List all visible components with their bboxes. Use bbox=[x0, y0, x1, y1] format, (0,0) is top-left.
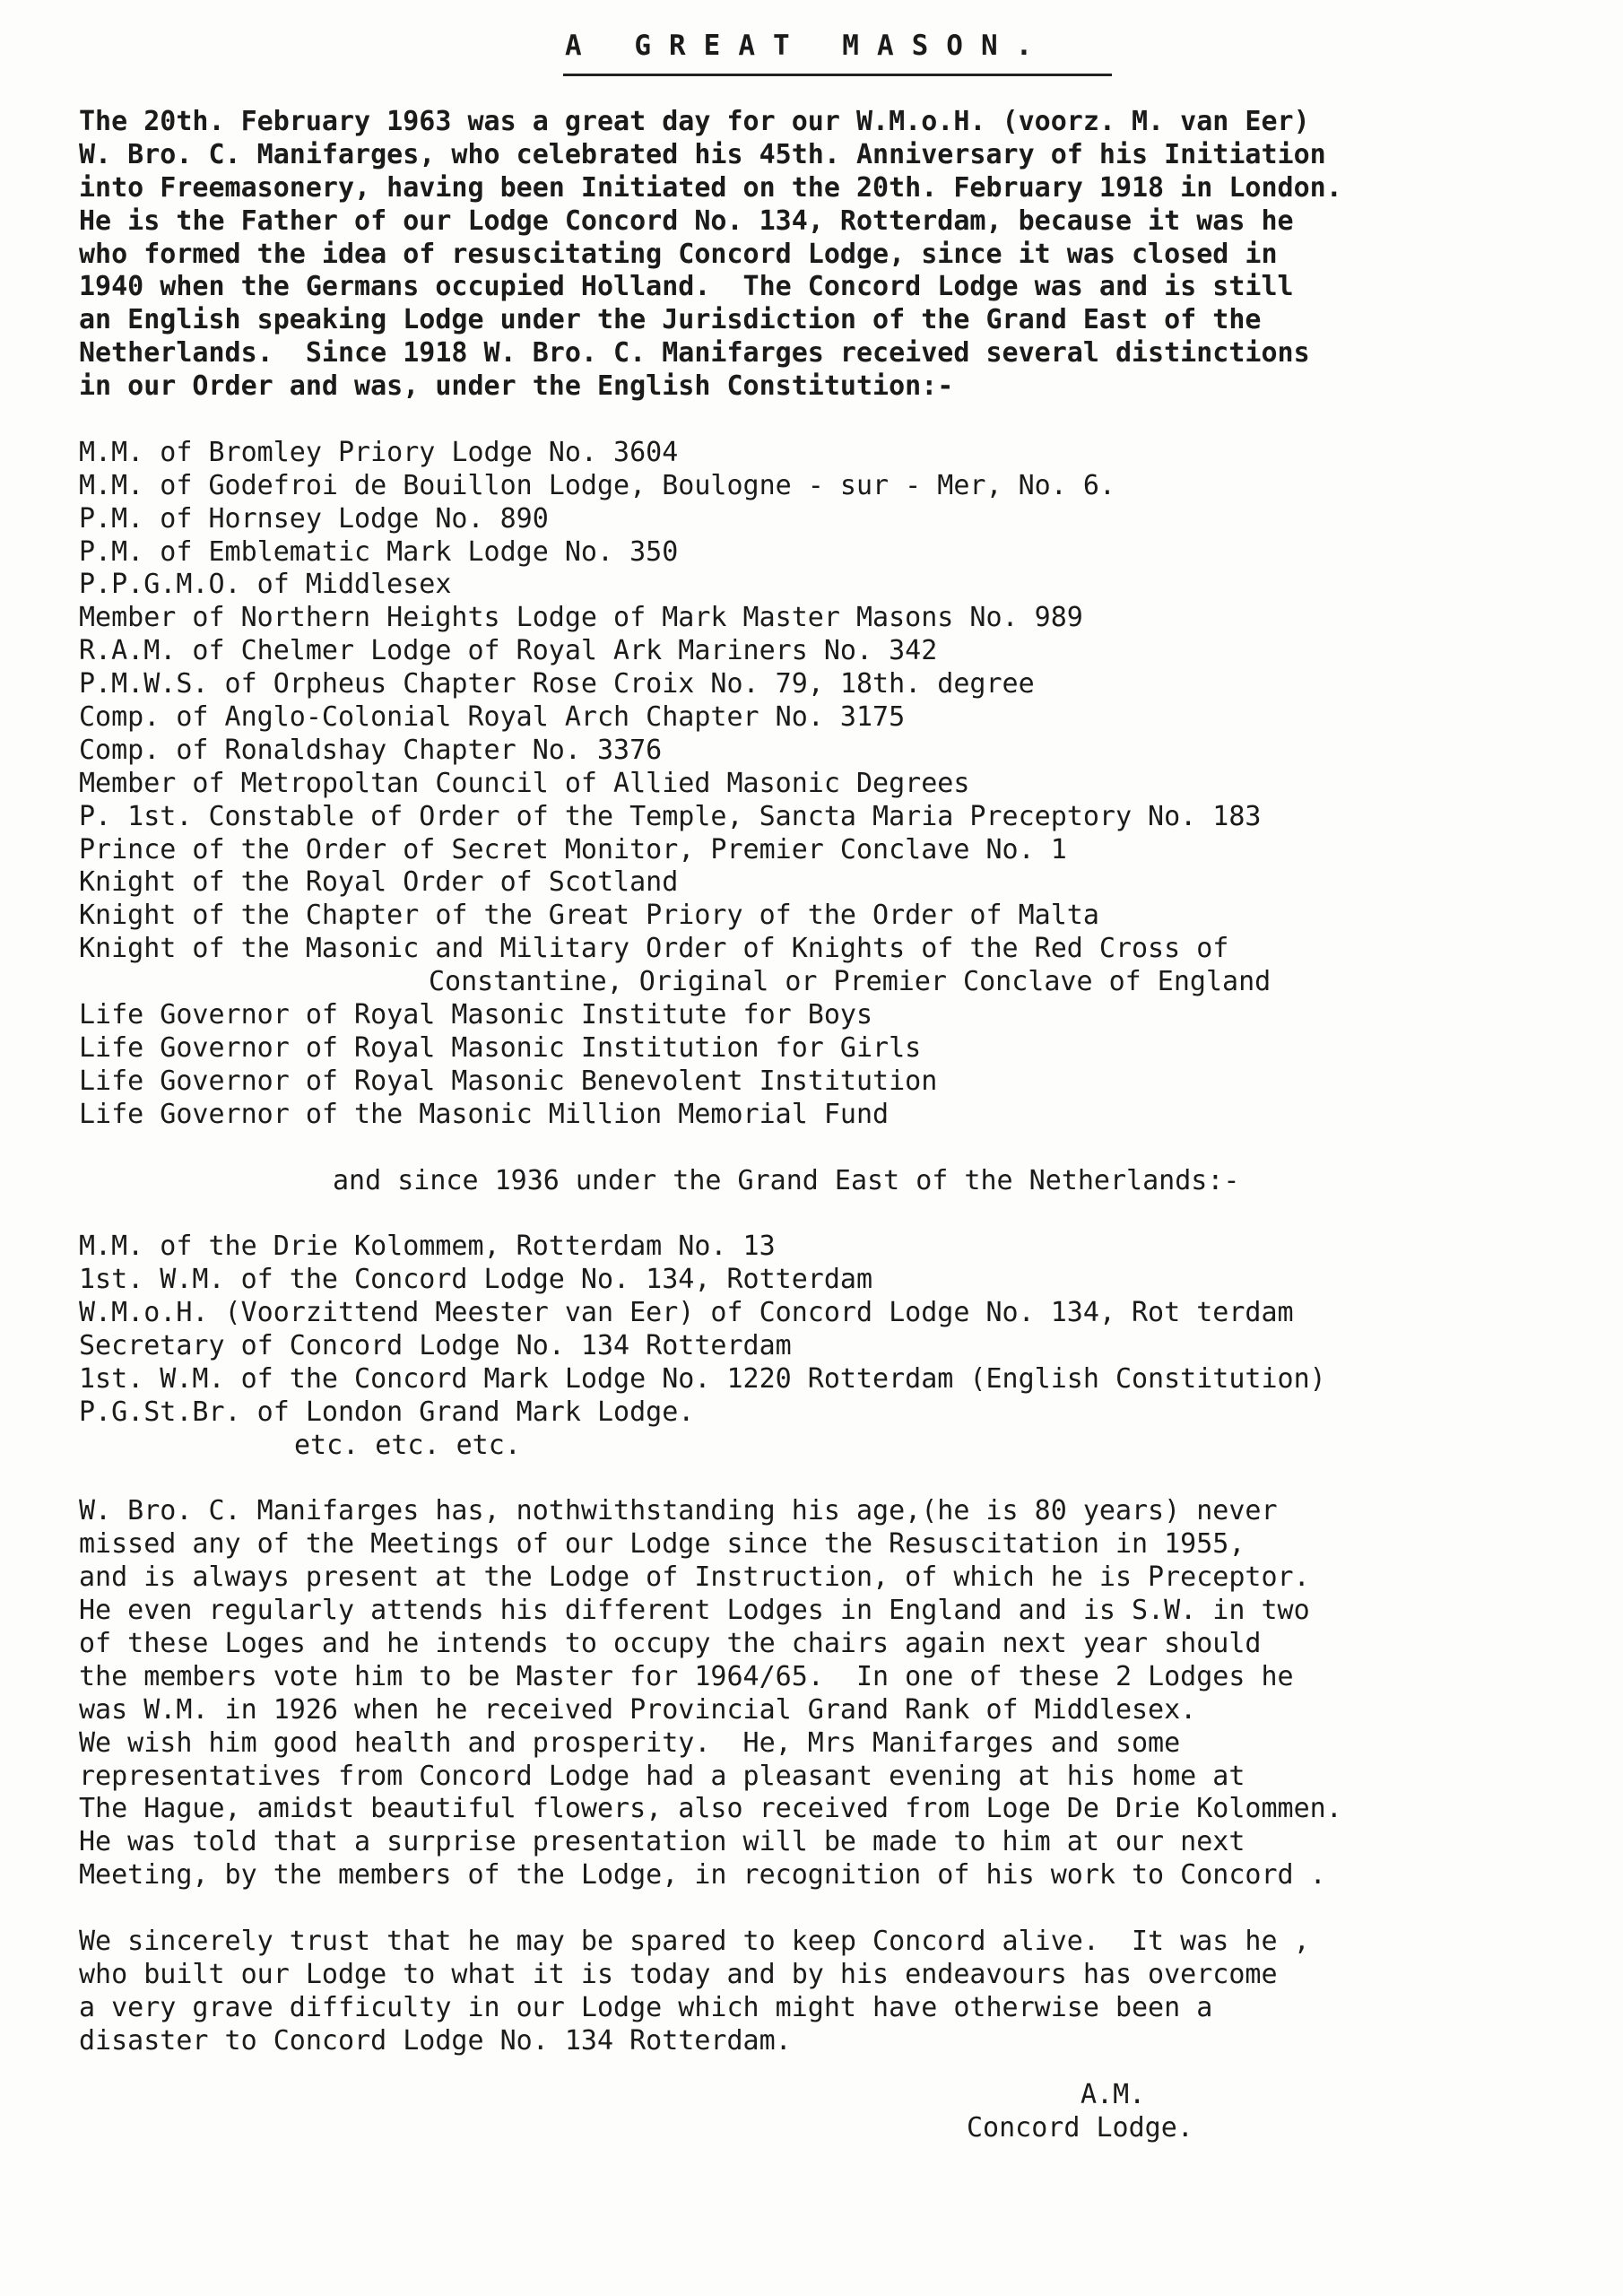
english-list-item: Life Governor of the Masonic Million Memorial Fund bbox=[79, 1098, 890, 1130]
blank-line bbox=[79, 1132, 1594, 1165]
paragraph-1-line-3: into Freemasonery, having been Initiated on the 20th. February 1918 in London. bbox=[79, 171, 1342, 204]
paragraph-1-line-4: He is the Father of our Lodge Concord No. 134, Rotterdam, because it was he bbox=[79, 204, 1294, 237]
english-list-item: M.M. of Godefroi de Bouillon Lodge, Boulogne - sur - Mer, No. 6. bbox=[79, 469, 1115, 501]
english-list-item: Knight of the Royal Order of Scotland bbox=[79, 866, 679, 899]
paragraph-1-line-1: The 20th. February 1963 was a great day for our W.M.o.H. (voorz. M. van Eer) bbox=[79, 106, 1310, 137]
document-body bbox=[79, 106, 1594, 2058]
english-list-item: P.P.G.M.O. of Middlesex bbox=[79, 569, 452, 601]
paragraph-2-line-4: He even regularly attends his different Lodges in England and is S.W. in two bbox=[79, 1595, 1310, 1627]
blank-line bbox=[79, 1197, 1594, 1231]
english-list-item: P.M. of Hornsey Lodge No. 890 bbox=[79, 502, 549, 535]
paragraph-2-line-3: and is always present at the Lodge of Instruction, of which he is Preceptor. bbox=[79, 1561, 1310, 1594]
paragraph-1-line-2: W. Bro. C. Manifarges, who celebrated his 45th. Anniversary of his Initiation bbox=[79, 138, 1326, 170]
title-underline bbox=[563, 74, 1112, 76]
paragraph-3-line-4: disaster to Concord Lodge No. 134 Rotterdam. bbox=[79, 2024, 792, 2057]
netherlands-list-item: 1st. W.M. of the Concord Mark Lodge No. 1220 Rotterdam (English Constitution) bbox=[79, 1362, 1326, 1395]
paragraph-1-line-9: in our Order and was, under the English Constitution:- bbox=[79, 370, 954, 403]
paragraph-2-line-12: Meeting, by the members of the Lodge, in recognition of his work to Concord . bbox=[79, 1859, 1326, 1892]
paragraph-1-line-5: who formed the idea of resuscitating Concord Lodge, since it was closed in bbox=[79, 238, 1278, 270]
blank-line bbox=[79, 1892, 1594, 1926]
netherlands-list-item: M.M. of the Drie Kolommem, Rotterdam No. 13 bbox=[79, 1231, 776, 1263]
english-list-item: Life Governor of Royal Masonic Benevolent Institution bbox=[79, 1065, 938, 1097]
english-list-item: Member of Metropoltan Council of Allied Masonic Degrees bbox=[79, 767, 970, 799]
paragraph-2-line-1: W. Bro. C. Manifarges has, nothwithstanding his age,(he is 80 years) never bbox=[79, 1495, 1278, 1527]
signature-initials: A.M. bbox=[1081, 2079, 1146, 2110]
netherlands-intro: and since 1936 under the Grand East of the Netherlands:- bbox=[333, 1164, 1240, 1196]
english-list-item: Knight of the Masonic and Military Order of Knights of the Red Cross of bbox=[79, 933, 1229, 965]
english-list-item: P.M.W.S. of Orpheus Chapter Rose Croix No. 79, 18th. degree bbox=[79, 668, 1035, 700]
english-list-item: Knight of the Chapter of the Great Priory of the Order of Malta bbox=[79, 900, 1099, 932]
paragraph-2-line-8: We wish him good health and prosperity. He, Mrs Manifarges and some bbox=[79, 1726, 1181, 1759]
paragraph-2-line-2: missed any of the Meetings of our Lodge since the Resuscitation in 1955, bbox=[79, 1528, 1245, 1561]
english-list-item-continuation: Constantine, Original or Premier Conclave of England bbox=[429, 966, 1271, 998]
english-list-item: Member of Northern Heights Lodge of Mark Master Masons No. 989 bbox=[79, 602, 1083, 634]
paragraph-2-line-10: The Hague, amidst beautiful flowers, also received from Loge De Drie Kolommen. bbox=[79, 1793, 1342, 1825]
paragraph-2-line-7: was W.M. in 1926 when he received Provincial Grand Rank of Middlesex. bbox=[79, 1693, 1197, 1726]
paragraph-3-line-1: We sincerely trust that he may be spared to keep Concord alive. It was he , bbox=[79, 1925, 1310, 1957]
paragraph-3-line-3: a very grave difficulty in our Lodge which might have otherwise been a bbox=[79, 1991, 1213, 2023]
paragraph-1-line-6: 1940 when the Germans occupied Holland. The Concord Lodge was and is still bbox=[79, 271, 1294, 303]
english-list-item: Prince of the Order of Secret Monitor, Premier Conclave No. 1 bbox=[79, 833, 1067, 865]
paragraph-1-line-8: Netherlands. Since 1918 W. Bro. C. Manifarges received several distinctions bbox=[79, 337, 1310, 370]
english-list-item: Comp. of Ronaldshay Chapter No. 3376 bbox=[79, 734, 663, 766]
english-list-item: Life Governor of Royal Masonic Institution for Girls bbox=[79, 1031, 922, 1064]
paragraph-2-line-9: representatives from Concord Lodge had a pleasant evening at his home at bbox=[79, 1760, 1245, 1792]
netherlands-list-item: P.G.St.Br. of London Grand Mark Lodge. bbox=[79, 1396, 695, 1428]
english-list-item: Life Governor of Royal Masonic Institute for Boys bbox=[79, 999, 873, 1031]
paragraph-2-line-5: of these Loges and he intends to occupy the chairs again next year should bbox=[79, 1627, 1262, 1659]
english-list-item: P. 1st. Constable of Order of the Temple, Sancta Maria Preceptory No. 183 bbox=[79, 800, 1262, 832]
paragraph-2-line-11: He was told that a surprise presentation will be made to him at our next bbox=[79, 1826, 1245, 1858]
paragraph-2-line-6: the members vote him to be Master for 1964/65. In one of these 2 Lodges he bbox=[79, 1660, 1294, 1692]
page-title: A GREAT MASON. bbox=[565, 30, 1051, 62]
english-list-item: Comp. of Anglo-Colonial Royal Arch Chapter No. 3175 bbox=[79, 701, 906, 734]
english-list-item: R.A.M. of Chelmer Lodge of Royal Ark Mariners No. 342 bbox=[79, 635, 938, 667]
blank-line bbox=[79, 404, 1594, 437]
netherlands-list-item: Secretary of Concord Lodge No. 134 Rotterdam bbox=[79, 1329, 792, 1361]
english-list-item: P.M. of Emblematic Mark Lodge No. 350 bbox=[79, 535, 679, 568]
etc-line: etc. etc. etc. bbox=[294, 1429, 521, 1461]
netherlands-list-item: W.M.o.H. (Voorzittend Meester van Eer) of Concord Lodge No. 134, Rot terdam bbox=[79, 1297, 1294, 1329]
paragraph-3-line-2: who built our Lodge to what it is today and by his endeavours has overcome bbox=[79, 1958, 1278, 1990]
signature-lodge: Concord Lodge. bbox=[967, 2112, 1193, 2144]
english-list-item: M.M. of Bromley Priory Lodge No. 3604 bbox=[79, 436, 679, 468]
netherlands-list-item: 1st. W.M. of the Concord Lodge No. 134, Rotterdam bbox=[79, 1264, 873, 1296]
paragraph-1-line-7: an English speaking Lodge under the Jurisdiction of the Grand East of the bbox=[79, 304, 1262, 336]
blank-line bbox=[79, 1463, 1594, 1496]
